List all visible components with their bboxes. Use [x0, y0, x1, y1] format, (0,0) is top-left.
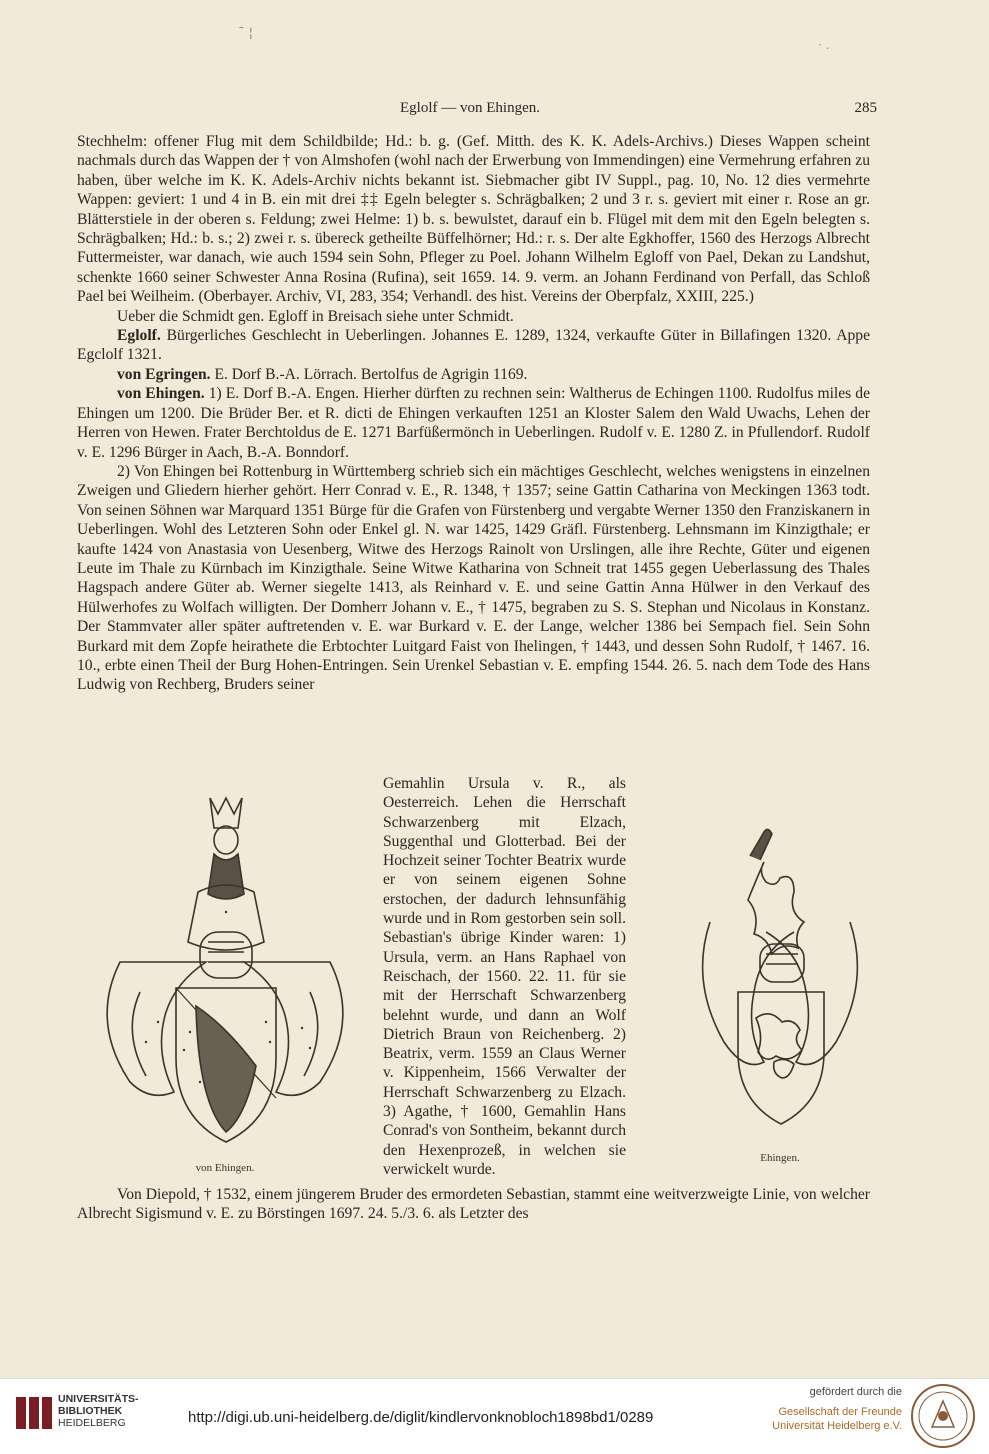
figure-caption: Ehingen.	[760, 1152, 800, 1164]
entry-text: E. Dorf B.-A. Lörrach. Bertolfus de Agrigin 1169.	[210, 365, 528, 383]
figure-caption: von Ehingen.	[195, 1162, 255, 1174]
scan-speck: · .	[818, 38, 830, 52]
running-head	[0, 100, 989, 120]
entry-heading: von Ehingen.	[117, 385, 205, 403]
library-name-line: HEIDELBERG	[58, 1417, 126, 1429]
sponsor-line: Gesellschaft der Freunde	[778, 1406, 902, 1418]
coat-of-arms-illustration	[80, 792, 370, 1162]
entry-eglolf	[77, 326, 870, 365]
sponsor-line: gefördert durch die	[809, 1386, 902, 1398]
page-number: 285	[854, 100, 877, 116]
coat-of-arms-von-ehingen	[80, 792, 370, 1174]
library-name	[58, 1393, 139, 1429]
entry-text: 1) E. Dorf B.-A. Engen. Hierher dürften zu rechnen sein: Waltherus de Echingen 1100. Rudolfus miles de Ehingen um 1200. Die Brüder Ber. et R. dicti de Ehingen verkauften 1251 an Kloster Salem den Wald Uwachs, Lehen der Herren von Hewen. Frater Berchtoldus de E. 1271 Barfüßermönch in Ueberlingen. Rudolf v. E. 1280 Z. in Pfullendorf. Rudolf v. E. 1296 Bürger in Aach, B.-A. Bonndorf.	[77, 385, 870, 461]
scan-speck: ¯ ¦	[238, 26, 254, 41]
entry-heading: von Egringen.	[117, 365, 211, 383]
entry-egringen	[77, 365, 870, 384]
paragraph: Stechhelm: offener Flug mit dem Schildbilde; Hd.: b. g. (Gef. Mitth. des K. K. Adels-Archivs.) Dieses Wappen scheint nachmals durch das Wappen der † von Almshofen (wohl nach der Erwerbung von Immendingen) eine Vermehrung erfahren zu haben, über welche im K. K. Adels-Archiv nichts bekannt ist. Siebmacher gibt IV Suppl., pag. 10, No. 12 dies vermehrte Wappen: geviert: 1 und 4 in B. ein mit drei ‡‡ Egeln belegter s. Schrägbalken; 2 und 3 r. s. geviert mit einer r. Rose an gr. Blätterstiele in der oberen s. Feldung; zwei Helme: 1) b. s. bewulstet, darauf ein b. Flügel mit dem mit den Egeln belegten s. Schrägbalken; Hd.: b. s.; 2) zwei r. s. übereck getheilte Büffelhörner; Hd.: r. s. Der alte Egkhoffer, 1560 des Herzogs Albrecht Futtermeister, war danach, wie auch 1594 sein Sohn, Pfleger zu Poel. Johann Wilhelm Egloff von Pael, Dekan zu Landshut, schenkte 1660 seiner Schwester Anna Rosina (Rufina), seit 1659. 14. 9. verm. an Johann Ferdinand von Perfall, das Schloß Pael bei Weilheim. (Oberbayer. Archiv, VI, 283, 354; Verhandl. des hist. Vereins der Oberpfalz, XXIII, 225.)	[77, 133, 870, 306]
paragraph: Ueber die Schmidt gen. Egloff in Breisach siehe unter Schmidt.	[117, 307, 514, 325]
university-seal-icon	[910, 1383, 976, 1449]
main-text	[77, 132, 870, 695]
library-name-line: BIBLIOTHEK	[58, 1405, 123, 1417]
paragraph: 2) Von Ehingen bei Rottenburg in Württemberg schrieb sich ein mächtiges Geschlecht, welches wenigstens in einzelnen Zweigen und Gliedern hierher gehört. Herr Conrad v. E., R. 1348, † 1357; seine Gattin Catharina von Meckingen 1363 todt. Von seinen Söhnen war Marquard 1351 Bürge für die Grafen von Fürstenberg und vergabte Werner 1350 den Franziskanern in Ueberlingen. Wohl des Letzteren Sohn oder Enkel gl. N. war 1425, 1429 Gräfl. Fürstenberg. Lehnsmann im Kinzigthale; er kaufte 1424 von Anastasia von Uesenberg, Witwe des Herzogs Rainolt von Urslingen, alle ihre Rechte, Güter und eigenen Leute im Thale zu Kürnbach im Kinzigthale. Seine Witwe Katharina von Schneit trat 1455 gegen Ueberlassung des Thales Hagspach andere Güter ab. Werner siegelte 1413, als Reinhard v. E. und seine Gattin Anna Hülwer in den Verkauf des Hülwerhofes zu Wolfach willigten. Der Domherr Johann v. E., † 1475, begraben zu S. S. Stephan und Nicolaus in Konstanz. Der Stammvater aller später auftretenden v. E. war Burkard v. E. der Lange, welcher 1386 bei Sempach fiel. Sein Sohn Burkard mit dem Zopfe heirathete die Erbtochter Luitgard Faist von Ihelingen, † 1443, und dessen Sohn Rudolf, † 1467. 16. 10., erbte einen Theil der Burg Hohen-Entringen. Sein Urenkel Sebastian v. E. empfing 1544. 26. 5. nach dem Tode des Hans Ludwig von Rechberg, Bruders seiner	[77, 462, 870, 694]
footer-bar	[0, 1378, 989, 1454]
entry-ehingen	[77, 384, 870, 462]
sponsor-text	[712, 1385, 902, 1433]
university-library-logo-icon	[14, 1393, 54, 1433]
entry-heading: Eglolf.	[117, 327, 161, 345]
coat-of-arms-ehingen	[690, 812, 870, 1164]
wrapped-text: Gemahlin Ursula v. R., als Oesterreich. Lehen die Herrschaft Schwarzenberg mit Elzach, Suggenthal und Glotterbad. Bei der Hochzeit seiner Tochter Beatrix wurde er von seinem eigenen Sohne erstochen, der dadurch lehnsunfähig wurde und in Rom gestorben sein soll. Sebastian's übrige Kinder waren: 1) Ursula, verm. an Hans Raphael von Reischach, der 1560. 22. 11. für sie mit der Herrschaft Schwarzenberg belehnt wurde, und dann an Wolf Dietrich Braun von Reichenberg. 2) Beatrix, verm. 1559 an Claus Werner v. Kippenheim, 1566 Verwalter der Herrschaft Schwarzenberg zu Elzach. 3) Agathe, † 1600, Gemahlin Hans Conrad's von Sontheim, bekannt durch den Hexenprozeß, in welchen sie verwickelt wurde.	[383, 775, 626, 1178]
entry-text: Bürgerliches Geschlecht in Ueberlingen. Johannes E. 1289, 1324, verkaufte Güter in Billafingen 1320. Appe Egclolf 1321.	[77, 327, 870, 364]
library-name-line: UNIVERSITÄTS-	[58, 1393, 139, 1405]
running-title: Eglolf — von Ehingen.	[400, 100, 540, 116]
paragraph: Von Diepold, † 1532, einem jüngerem Bruder des ermordeten Sebastian, stammt eine weitverzweigte Linie, von welcher Albrecht Sigismund v. E. zu Börstingen 1697. 24. 5./3. 6. als Letzter des	[77, 1186, 870, 1223]
sponsor-line: Universität Heidelberg e.V.	[772, 1420, 902, 1432]
bottom-text	[77, 1185, 870, 1224]
coat-of-arms-illustration	[690, 812, 870, 1152]
permalink-url[interactable]: http://digi.ub.uni-heidelberg.de/diglit/kindlervonknobloch1898bd1/0289	[188, 1409, 654, 1426]
